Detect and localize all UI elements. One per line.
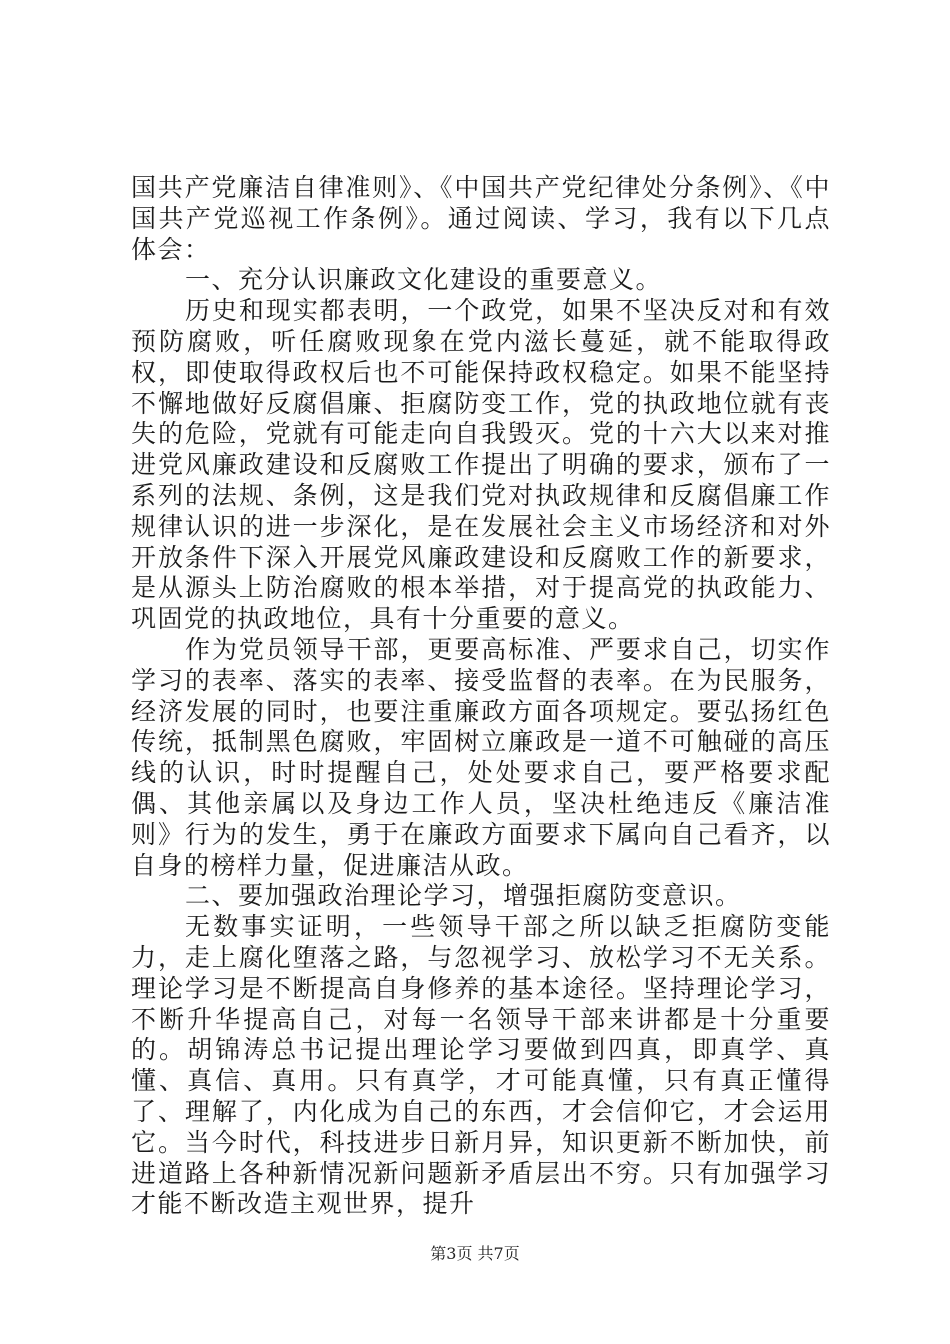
paragraph-2: 历史和现实都表明，一个政党，如果不坚决反对和有效预防腐败，听任腐败现象在党内滋长蔓延，就不能取得政权，即使取得政权后也不可能保持政权稳定。如果不能坚持不懈地做好反腐倡廉、拒腐防变工作，党的执政地位就有丧失的危险，党就有可能走向自我毁灭。党的十六大以来对推进党风廉政建设和反腐败工作提出了明确的要求，颁布了一系列的法规、条例，这是我们党对执政规律和反腐倡廉工作规律认识的进一步深化，是在发展社会主义市场经济和对外开放条件下深入开展党风廉政建设和反腐败工作的新要求，是从源头上防治腐败的根本举措，对于提高党的执政能力、巩固党的执政地位，具有十分重要的意义。 xyxy=(131,296,831,634)
document-body xyxy=(131,173,831,1220)
paragraph-1: 国共产党廉洁自律准则》、《中国共产党纪律处分条例》、《中国共产党巡视工作条例》。通过阅读、学习，我有以下几点体会： xyxy=(131,173,831,264)
section-heading-2: 二、要加强政治理论学习，增强拒腐防变意识。 xyxy=(185,881,742,911)
paragraph-4: 无数事实证明，一些领导干部之所以缺乏拒腐防变能力，走上腐化堕落之路，与忽视学习、放松学习不无关系。理论学习是不断提高自身修养的基本途径。坚持理论学习，不断升华提高自己，对每一名领导干部来讲都是十分重要的。胡锦涛总书记提出理论学习要做到四真，即真学、真懂、真信、真用。只有真学，才可能真懂，只有真正懂得了、理解了，内化成为自己的东西，才会信仰它，才会运用它。当今时代，科技进步日新月异，知识更新不断加快，前进道路上各种新情况新问题新矛盾层出不穷。只有加强学习才能不断改造主观世界，提升 xyxy=(131,912,831,1219)
paragraph-3: 作为党员领导干部，更要高标准、严要求自己，切实作学习的表率、落实的表率、接受监督的表率。在为民服务，经济发展的同时，也要注重廉政方面各项规定。要弘扬红色传统，抵制黑色腐败，牢固树立廉政是一道不可触碰的高压线的认识，时时提醒自己，处处要求自己，要严格要求配偶、其他亲属以及身边工作人员，坚决杜绝违反《廉洁准则》行为的发生，勇于在廉政方面要求下属向自己看齐，以自身的榜样力量，促进廉洁从政。 xyxy=(131,634,831,880)
page-number-footer: 第3页 共7页 xyxy=(430,1244,520,1263)
section-heading-1: 一、充分认识廉政文化建设的重要意义。 xyxy=(185,265,663,295)
